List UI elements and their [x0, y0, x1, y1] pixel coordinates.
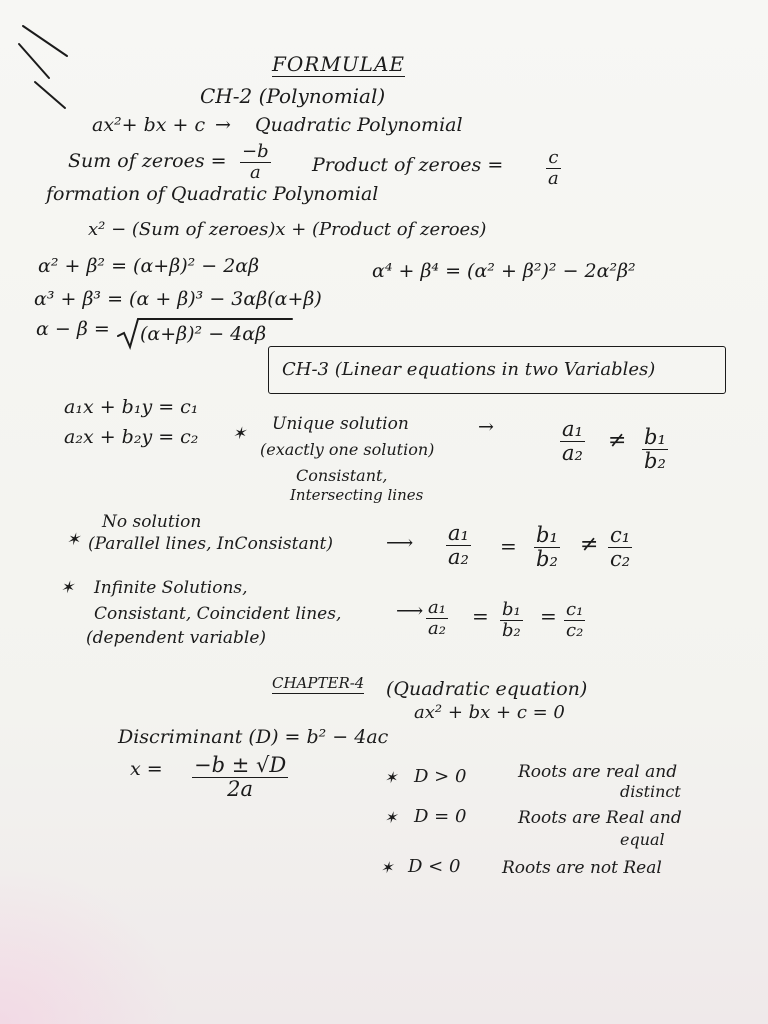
identity-sum-cubes: α³ + β³ = (α + β)³ − 3αβ(α+β) — [34, 288, 322, 310]
quad-poly-label: Quadratic Polynomial — [255, 114, 463, 136]
no-solution-fraction-a: $\frac{\text{a₁}}{\text{a₂}}$ — [448, 521, 469, 570]
case-1-result: Roots are real and — [518, 762, 678, 782]
no-solution-not-equal: ≠ — [580, 532, 599, 557]
unique-arrow: → — [478, 416, 494, 438]
quad-poly-expr: ax²+ bx + c — [92, 114, 206, 136]
infinite-equals-2: = — [540, 604, 557, 628]
star-icon: ✶ — [66, 530, 81, 550]
infinite-solution-label: Infinite Solutions, — [94, 578, 248, 598]
case-2-result-2: equal — [620, 830, 665, 849]
equation-2: a₂x + b₂y = c₂ — [64, 426, 199, 448]
product-of-zeroes-label: Product of zeroes = — [312, 154, 504, 176]
product-of-zeroes-fraction: $\frac{c}{a}$ — [548, 147, 559, 189]
no-solution-arrow: ⟶ — [386, 532, 414, 554]
ch2-heading: CH-2 (Polynomial) — [200, 84, 386, 108]
infinite-solution-arrow: ⟶ — [396, 600, 424, 622]
infinite-fraction-c: $\frac{\text{c₁}}{\text{c₂}}$ — [566, 599, 584, 641]
case-3-result: Roots are not Real — [502, 858, 662, 878]
no-solution-fraction-b: $\frac{\text{b₁}}{\text{b₂}}$ — [536, 523, 558, 572]
infinite-equals-1: = — [472, 604, 489, 628]
no-solution-note: (Parallel lines, InConsistant) — [88, 534, 334, 554]
equation-1: a₁x + b₁y = c₁ — [64, 396, 199, 418]
infinite-solution-dependent: (dependent variable) — [86, 628, 267, 648]
pen-marks-icon — [15, 20, 75, 110]
case-2-result: Roots are Real and — [518, 808, 682, 828]
unique-consistant: Consistant, — [296, 466, 388, 485]
infinite-fraction-b: $\frac{\text{b₁}}{\text{b₂}}$ — [502, 599, 521, 641]
unique-intersecting: Intersecting lines — [290, 486, 424, 504]
unique-fraction-b: $\frac{\text{b₁}}{\text{b₂}}$ — [644, 425, 666, 474]
case-3-star-icon: ✶ — [380, 858, 394, 877]
ch4-heading: CHAPTER-4 — [272, 674, 365, 692]
quadratic-formula-label: x = — [130, 758, 163, 780]
quad-poly-arrow: → — [215, 114, 231, 136]
unique-solution-label: Unique solution — [272, 414, 409, 434]
identity-difference-lhs: α − β = — [36, 318, 110, 340]
formation-label: formation of Quadratic Polynomial — [46, 183, 379, 205]
ch4-subheading: (Quadratic equation) — [386, 678, 588, 700]
case-2-condition: D = 0 — [414, 806, 467, 827]
infinite-solution-note: Consistant, Coincident lines, — [94, 604, 342, 624]
identity-difference-rhs: (α+β)² − 4αβ — [140, 323, 267, 345]
star-icon: ✶ — [232, 424, 247, 444]
infinite-fraction-a: $\frac{\text{a₁}}{\text{a₂}}$ — [428, 597, 446, 639]
ch4-general-form: ax² + bx + c = 0 — [414, 702, 565, 723]
discriminant-formula: Discriminant (D) = b² − 4ac — [118, 726, 389, 748]
unique-not-equal: ≠ — [608, 428, 627, 453]
no-solution-fraction-c: $\frac{\text{c₁}}{\text{c₂}}$ — [610, 523, 631, 572]
formation-expr: x² − (Sum of zeroes)x + (Product of zeroes) — [88, 219, 487, 240]
unique-fraction-a: $\frac{\text{a₁}}{\text{a₂}}$ — [562, 417, 583, 466]
case-3-condition: D < 0 — [408, 856, 461, 877]
light-glare — [0, 864, 180, 1024]
no-solution-label: No solution — [102, 512, 202, 532]
identity-sum-squares: α² + β² = (α+β)² − 2αβ — [38, 255, 260, 277]
ch3-heading: CH-3 (Linear equations in two Variables) — [282, 359, 656, 380]
no-solution-equals: = — [500, 534, 517, 558]
star-icon: ✶ — [60, 578, 75, 598]
sum-of-zeroes-fraction: $\frac{-b}{a}$ — [242, 141, 269, 183]
case-1-condition: D > 0 — [414, 766, 467, 787]
page-title: FORMULAE — [272, 52, 405, 76]
case-1-result-2: distinct — [620, 782, 681, 801]
case-2-star-icon: ✶ — [384, 808, 398, 827]
case-1-star-icon: ✶ — [384, 768, 398, 787]
quadratic-formula-fraction: $\frac{-b \pm √D}{2a}$ — [194, 753, 287, 802]
identity-fourth-powers: α⁴ + β⁴ = (α² + β²)² − 2α²β² — [372, 260, 636, 282]
unique-solution-note: (exactly one solution) — [260, 440, 435, 459]
sum-of-zeroes-label: Sum of zeroes = — [68, 150, 227, 172]
